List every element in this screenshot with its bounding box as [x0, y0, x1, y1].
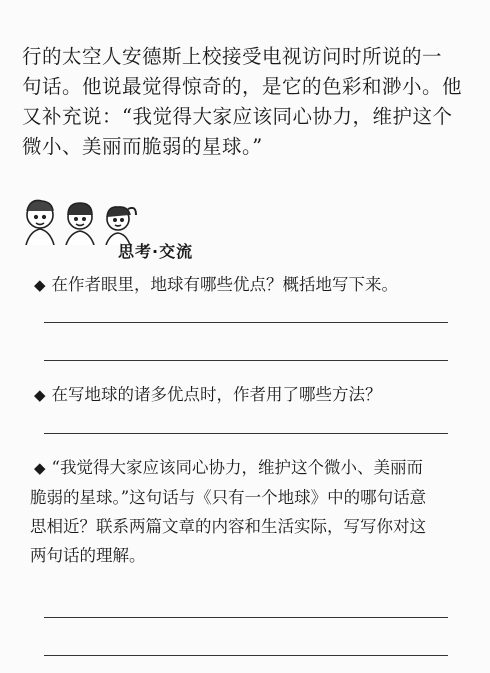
- question-text: 两句话的理解。: [30, 546, 146, 565]
- diamond-bullet-icon: ◆: [34, 459, 46, 477]
- intro-paragraph: [22, 42, 472, 162]
- answer-line[interactable]: [44, 322, 448, 323]
- question-text: 脆弱的星球。”这句话与《只有一个地球》中的哪句话意: [30, 488, 427, 507]
- question-text: 在写地球的诸多优点时，作者用了哪些方法？: [51, 385, 382, 404]
- question-3: [30, 453, 454, 570]
- question-2: [34, 380, 454, 410]
- answer-line[interactable]: [44, 617, 448, 618]
- section-heading: 思考·交流: [118, 242, 194, 261]
- intro-line: 微小、美丽而脆弱的星球。”: [22, 135, 263, 158]
- answer-line[interactable]: [44, 433, 448, 434]
- answer-line[interactable]: [44, 655, 448, 656]
- question-1: [34, 270, 454, 300]
- intro-line: 行的太空人安德斯上校接受电视访问时所说的一: [22, 45, 443, 68]
- question-text: 在作者眼里，地球有哪些优点？概括地写下来。: [51, 275, 399, 294]
- question-text: “我觉得大家应该同心协力，维护这个微小、美丽而: [51, 458, 423, 477]
- question-text: 思相近？联系两篇文章的内容和生活实际，写写你对这: [30, 517, 426, 536]
- children-illustration: [20, 193, 140, 245]
- intro-line: 句话。他说最觉得惊奇的，是它的色彩和渺小。他: [22, 75, 463, 98]
- diamond-bullet-icon: ◆: [34, 386, 46, 404]
- intro-line: 又补充说：“我觉得大家应该同心协力，维护这个: [22, 105, 453, 128]
- diamond-bullet-icon: ◆: [34, 276, 46, 294]
- answer-line[interactable]: [44, 360, 448, 361]
